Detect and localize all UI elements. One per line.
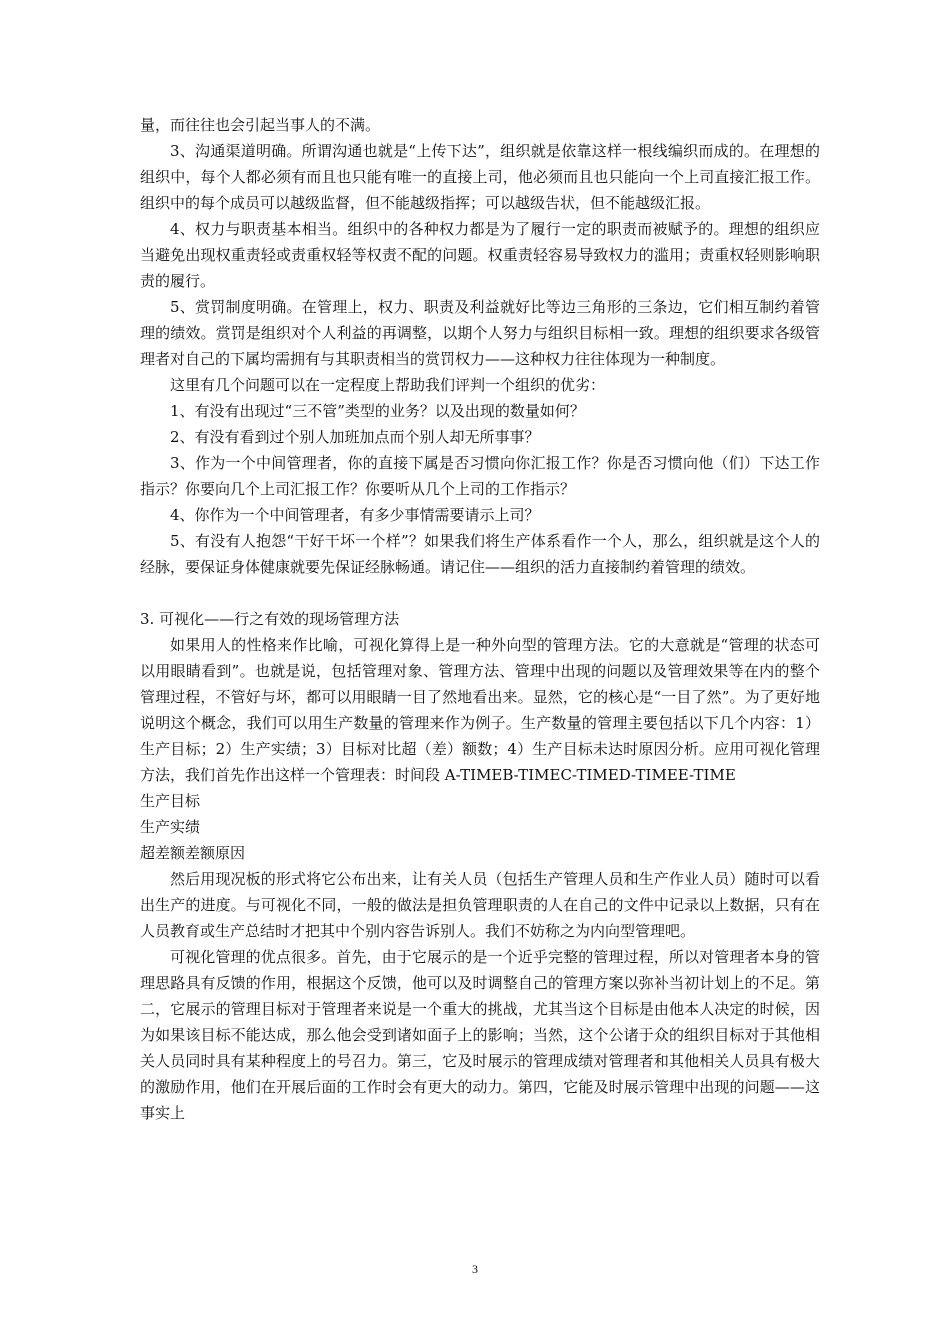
- question-item-5: 5、有没有人抱怨“干好干坏一个样”？如果我们将生产体系看作一个人，那么，组织就是这个人的经脉，要保证身体健康就要先保证经脉畅通。请记住——组织的活力直接制约着管理的绩效。: [140, 532, 820, 576]
- paragraph-reward-punishment: 5、赏罚制度明确。在管理上，权力、职责及利益就好比等边三角形的三条边，它们相互制约着管理的绩效。赏罚是组织对个人利益的再调整，以期个人努力与组织目标相一致。理想的组织要求各级管理者对自己的下属均需拥有与其职责相当的赏罚权力——这种权力往往体现为一种制度。: [140, 298, 820, 368]
- paragraph-continuation: 量，而往往也会引起当事人的不满。: [140, 116, 381, 134]
- document-body: [140, 112, 820, 1126]
- table-line-production-actual: 生产实绩: [140, 818, 201, 836]
- paragraph-visualization-advantages: 可视化管理的优点很多。首先，由于它展示的是一个近乎完整的管理过程，所以对管理者本身的管理思路具有反馈的作用，根据这个反馈，他可以及时调整自己的管理方案以弥补当初计划上的不足。第二，它展示的管理目标对于管理者来说是一个重大的挑战，尤其当这个目标是由他本人决定的时候，因为如果该目标不能达成，那么他会受到诸如面子上的影响；当然，这个公诸于众的组织目标对于其他相关人员同时具有某种程度上的号召力。第三，它及时展示的管理成绩对管理者和其他相关人员具有极大的激励作用，他们在开展后面的工作时会有更大的动力。第四，它能及时展示管理中出现的问题——这事实上: [140, 948, 820, 1122]
- paragraph-visualization-intro: 如果用人的性格来作比喻，可视化算得上是一种外向型的管理方法。它的大意就是“管理的状态可以用眼睛看到”。也就是说，包括管理对象、管理方法、管理中出现的问题以及管理效果等在内的整个管理过程，不管好与坏，都可以用眼睛一目了然地看出来。显然，它的核心是“一目了然”。为了更好地说明这个概念，我们可以用生产数量的管理来作为例子。生产数量的管理主要包括以下几个内容：1）生产目标；2）生产实绩；3）目标对比超（差）额数；4）生产目标未达时原因分析。应用可视化管理方法，我们首先作出这样一个管理表：时间段 A-TIMEB-TIMEC-TIMED-TIMEE-TIME: [140, 636, 820, 784]
- question-item-3: 3、作为一个中间管理者，你的直接下属是否习惯向你汇报工作？你是否习惯向他（们）下达工作指示？你要向几个上司汇报工作？你要听从几个上司的工作指示？: [140, 454, 820, 498]
- section-heading: 3. 可视化——行之有效的现场管理方法: [140, 610, 400, 628]
- blank-line: [140, 580, 820, 606]
- question-item-1: 1、有没有出现过“三不管”类型的业务？以及出现的数量如何？: [170, 402, 585, 420]
- paragraph-status-board: 然后用现况板的形式将它公布出来，让有关人员（包括生产管理人员和生产作业人员）随时可以看出生产的进度。与可视化不同，一般的做法是担负管理职责的人在自己的文件中记录以上数据，只有在人员教育或生产总结时才把其中个别内容告诉别人。我们不妨称之为内向型管理吧。: [140, 870, 820, 940]
- paragraph-communication-channel: 3、沟通渠道明确。所谓沟通也就是“上传下达”，组织就是依靠这样一根线编织而成的。在理想的组织中，每个人都必须有而且也只能有唯一的直接上司，他必须而且也只能向一个上司直接汇报工作。组织中的每个成员可以越级监督，但不能越级指挥；可以越级告状，但不能越级汇报。: [140, 142, 820, 212]
- paragraph-power-responsibility: 4、权力与职责基本相当。组织中的各种权力都是为了履行一定的职责而被赋予的。理想的组织应当避免出现权重责轻或责重权轻等权责不配的问题。权重责轻容易导致权力的滥用；责重权轻则影响职责的履行。: [140, 220, 820, 290]
- paragraph-questions-intro: 这里有几个问题可以在一定程度上帮助我们评判一个组织的优劣：: [170, 376, 606, 394]
- table-line-variance-reason: 超差额差额原因: [140, 844, 246, 862]
- table-line-production-target: 生产目标: [140, 792, 201, 810]
- question-item-2: 2、有没有看到过个别人加班加点而个别人却无所事事？: [170, 428, 540, 446]
- question-item-4: 4、你作为一个中间管理者，有多少事情需要请示上司？: [170, 506, 540, 524]
- page-number: 3: [472, 1262, 478, 1276]
